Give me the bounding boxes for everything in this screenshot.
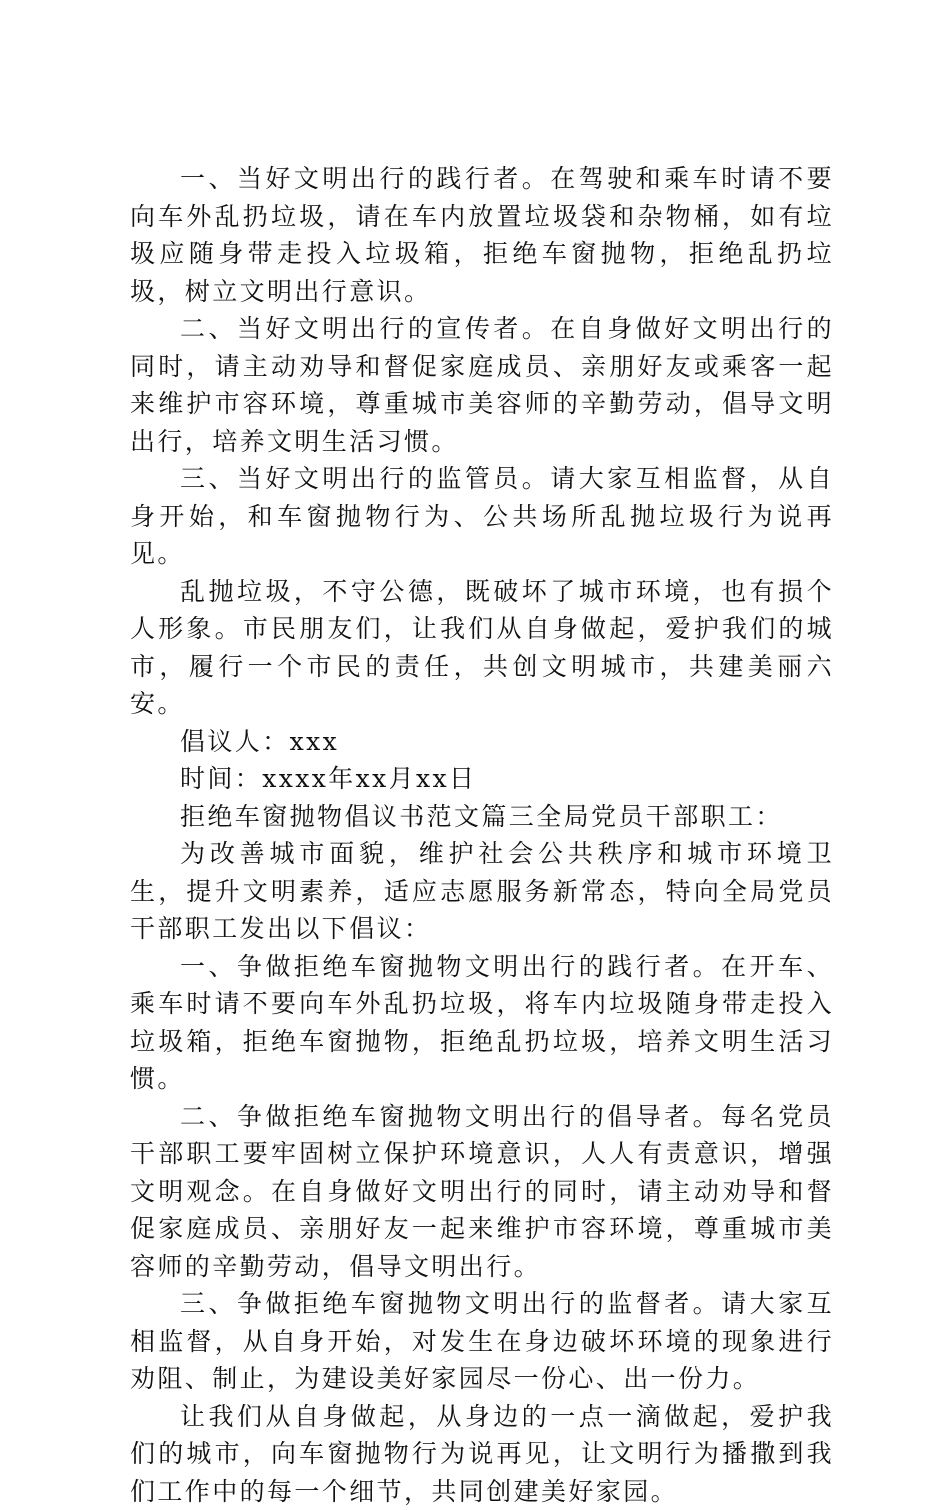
date-line: 时间：xxxx年xx月xx日 [130, 760, 834, 798]
paragraph-promoter: 二、当好文明出行的宣传者。在自身做好文明出行的同时，请主动劝导和督促家庭成员、亲朋好友或乘客一起来维护市容环境，尊重城市美容师的辛勤劳动，倡导文明出行，培养文明生活习惯。 [130, 310, 834, 460]
paragraph-item-one: 一、争做拒绝车窗抛物文明出行的践行者。在开车、乘车时请不要向车外乱扔垃圾，将车内垃圾随身带走投入垃圾箱，拒绝车窗抛物，拒绝乱扔垃圾，培养文明生活习惯。 [130, 948, 834, 1098]
paragraph-closing: 让我们从自身做起，从身边的一点一滴做起，爱护我们的城市，向车窗抛物行为说再见，让文明行为播撒到我们工作中的每一个细节，共同创建美好家园。 [130, 1398, 834, 1510]
paragraph-intro: 为改善城市面貌，维护社会公共秩序和城市环境卫生，提升文明素养，适应志愿服务新常态，特向全局党员干部职工发出以下倡议： [130, 835, 834, 948]
paragraph-supervisor: 三、当好文明出行的监管员。请大家互相监督，从自身开始，和车窗抛物行为、公共场所乱抛垃圾行为说再见。 [130, 460, 834, 573]
paragraph-item-two: 二、争做拒绝车窗抛物文明出行的倡导者。每名党员干部职工要牢固树立保护环境意识，人人有责意识，增强文明观念。在自身做好文明出行的同时，请主动劝导和督促家庭成员、亲朋好友一起来维护市容环境，尊重城市美容师的辛勤劳动，倡导文明出行。 [130, 1098, 834, 1286]
section-heading-sample-three: 拒绝车窗抛物倡议书范文篇三全局党员干部职工： [130, 798, 834, 836]
document-body [130, 160, 834, 1510]
paragraph-conclusion: 乱抛垃圾，不守公德，既破坏了城市环境，也有损个人形象。市民朋友们，让我们从自身做起，爱护我们的城市，履行一个市民的责任，共创文明城市，共建美丽六安。 [130, 573, 834, 723]
paragraph-item-three: 三、争做拒绝车窗抛物文明出行的监督者。请大家互相监督，从自身开始，对发生在身边破坏环境的现象进行劝阻、制止，为建设美好家园尽一份心、出一份力。 [130, 1285, 834, 1398]
paragraph-practitioner: 一、当好文明出行的践行者。在驾驶和乘车时请不要向车外乱扔垃圾，请在车内放置垃圾袋和杂物桶，如有垃圾应随身带走投入垃圾箱，拒绝车窗抛物，拒绝乱扔垃圾，树立文明出行意识。 [130, 160, 834, 310]
initiator-line: 倡议人：xxx [130, 723, 834, 761]
